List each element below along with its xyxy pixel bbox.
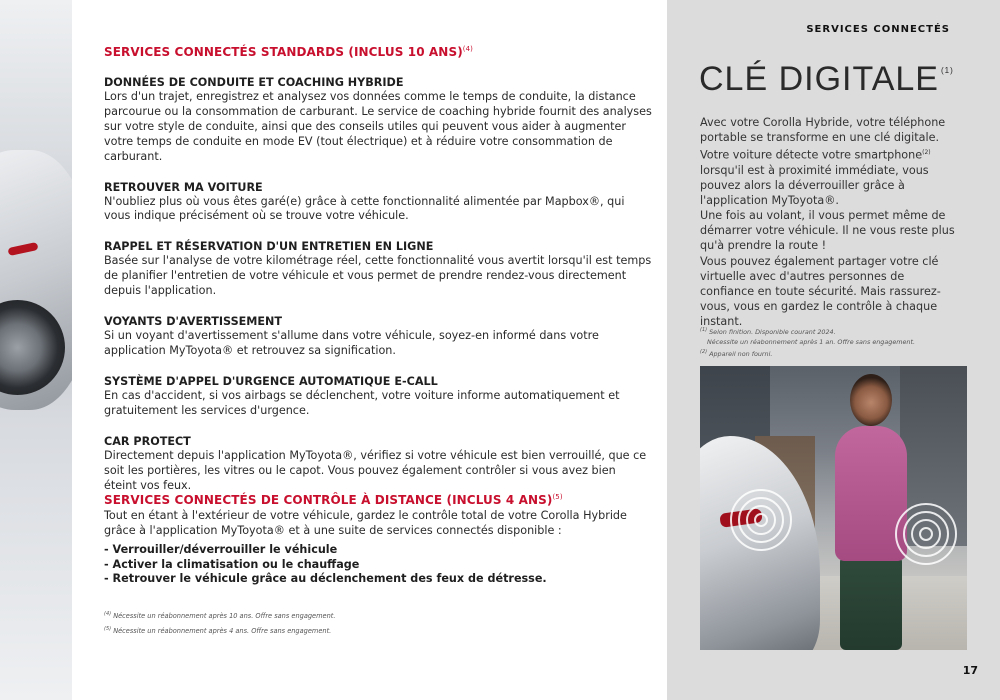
item-body: Basée sur l'analyse de votre kilométrage réel, cette fonctionnalité vous avertit lorsqu'il est temps de planifier l'entretien de votre véhicule et vous permet de prendre rendez-vous directement depuis l'application. [104,254,652,298]
item-title: CAR PROTECT [104,434,191,448]
list-item: - Verrouiller/déverrouiller le véhicule [104,543,338,556]
item-title: VOYANTS D'AVERTISSEMENT [104,315,283,329]
page-number: 17 [962,664,978,677]
item-body: N'oubliez plus où vous êtes garé(e) grâce à cette fonctionnalité alimentée par Mapbox®, qui vous indique précisément où se trouve votre véhicule. [104,194,625,223]
list-item: - Retrouver le véhicule grâce au déclenchement des feux de détresse. [104,572,547,586]
item-title: DONNÉES DE CONDUITE ET COACHING HYBRIDE [104,76,404,89]
remote-services-heading: SERVICES CONNECTÉS DE CONTRÔLE À DISTANCE (INCLUS 4 ANS)$^{(5)}$ [104,493,563,507]
item-driving-data [104,76,652,165]
standard-services-section [104,45,652,493]
footnote: Nécessite un réabonnement après 1 an. Offre sans engagement. [707,338,916,347]
car-photo-strip [0,0,72,700]
footnote: $^{(2)}$ Appareil non fourni. [700,349,773,359]
remote-services-body: Tout en étant à l'extérieur de votre véhicule, gardez le contrôle total de votre Corolla Hybride grâce à l'application MyToyota® et à une suite de services connectés disponible : [104,509,627,537]
item-body: En cas d'accident, si vos airbags se déclenchent, votre voiture informe automatiquement et gratuitement les services d'urgence. [104,388,620,417]
item-body: Directement depuis l'application MyToyota®, vérifiez si votre véhicule est bien verrouillé, que ce soit les portières, les vitres ou le capot. Vous pouvez également contrôler si vous avez bien éteint vos feux. [104,448,647,492]
panel-footnotes [700,325,970,359]
standard-services-heading: SERVICES CONNECTÉS STANDARDS (INCLUS 10 ANS)$^{(4)}$ [104,45,473,59]
digital-key-panel [667,0,1000,700]
item-maintenance-booking [104,240,652,299]
item-title: SYSTÈME D'APPEL D'URGENCE AUTOMATIQUE E-CALL [104,374,438,388]
footnote: $^{(1)}$ Selon finition. Disponible courant 2024. [700,327,836,337]
item-body: Lors d'un trajet, enregistrez et analysez vos données comme le temps de conduite, la distance parcourue ou la consommation de carburant. Le service de coaching hybride fournit des analyses sur votre style de conduite, ainsi que des conseils utiles qui peuvent vous aider à augmenter votre temps de conduite en mode EV (tout électrique) et à réduire votre consommation de carburant. [104,90,652,163]
panel-body: Avec votre Corolla Hybride, votre téléphone portable se transforme en une clé digitale. Votre voiture détecte votre smartphone$^{(2)}$ lorsqu'il est à proximité immédiate, vous pouvez alors la déverrouiller grâce à l'application MyToyota®. Une fois au volant, il vous permet même de démarrer votre véhicule. Il ne vous reste plus qu'à prendre la route ! Vous pouvez également partager votre clé virtuelle avec d'autres personnes de confiance en toute sécurité. Mais rassurez-vous, vous en gardez le contrôle à chaque instant. [700,116,955,328]
item-title: RAPPEL ET RÉSERVATION D'UN ENTRETIEN EN LIGNE [104,240,434,254]
left-footnotes [104,608,604,638]
woman-with-car-photo [700,366,967,650]
item-find-my-car [104,181,652,225]
item-warning-lights [104,315,652,359]
item-car-protect [104,435,652,494]
item-body: Si un voyant d'avertissement s'allume dans votre véhicule, soyez-en informé dans votre application MyToyota® et retrouvez sa signification. [104,329,599,357]
list-item: - Activer la climatisation ou le chauffage [104,557,360,571]
item-title: RETROUVER MA VOITURE [104,180,263,194]
footnote: $^{(5)}$ Nécessite un réabonnement après 4 ans. Offre sans engagement. [104,626,332,636]
section-label: SERVICES CONNECTÉS [806,24,950,35]
footnote: $^{(4)}$ Nécessite un réabonnement après 10 ans. Offre sans engagement. [104,611,336,621]
panel-title: CLÉ DIGITALE $^{(1)}$ [699,60,954,98]
remote-services-list [104,543,649,587]
item-ecall [104,375,652,419]
